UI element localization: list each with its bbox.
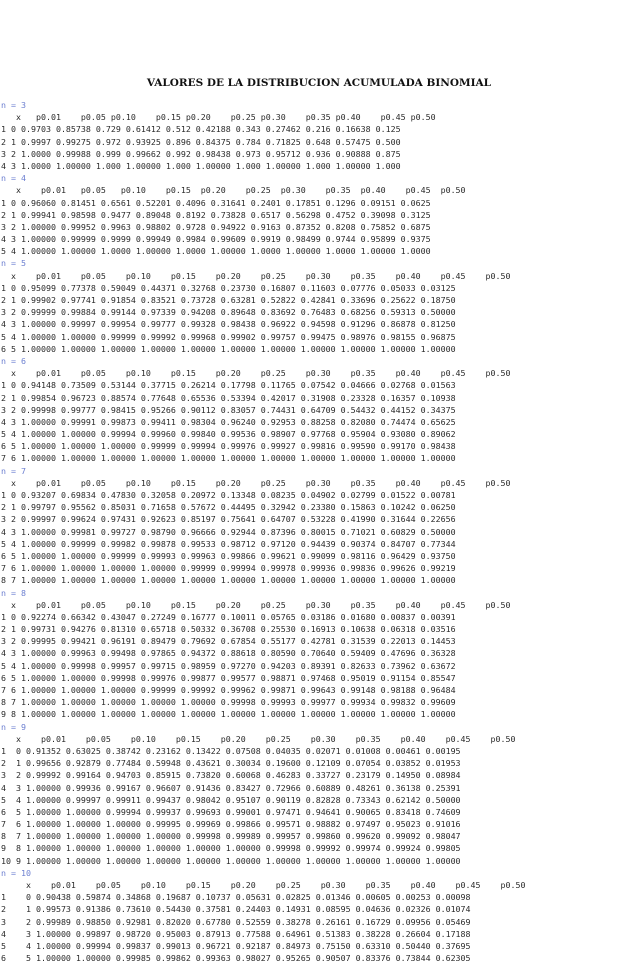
table-row: 7 6 1.00000 1.00000 1.00000 1.00000 0.99999 0.99994 0.99978 0.99936 0.99836 0.99626 0.99219: [1, 563, 456, 574]
table-row: 1 0 0.9703 0.85738 0.729 0.61412 0.512 0.42188 0.343 0.27462 0.216 0.16638 0.125: [1, 124, 401, 135]
table-row: 6 5 1.00000 1.00000 1.00000 0.99999 0.99994 0.99976 0.99927 0.99816 0.99590 0.99170 0.98438: [1, 441, 456, 452]
table-row: 4 3 1.00000 0.99991 0.99873 0.99411 0.98304 0.96240 0.92953 0.88258 0.82080 0.74474 0.65625: [1, 416, 456, 427]
table-row: 6 5 1.00000 1.00000 0.99998 0.99976 0.99877 0.99577 0.98871 0.97468 0.95019 0.91154 0.85547: [1, 672, 456, 683]
table-row: 4 3 1.00000 0.99997 0.99954 0.99777 0.99328 0.98438 0.96922 0.94598 0.91296 0.86878 0.81250: [1, 319, 456, 330]
table-row: 3 2 1.0000 0.99988 0.999 0.99662 0.992 0.98438 0.973 0.95712 0.936 0.90888 0.875: [1, 148, 401, 159]
sample-size-label: n = 6: [1, 355, 26, 366]
sample-size-label: n = 4: [1, 173, 26, 184]
table-row: 2 1 0.99731 0.94276 0.81310 0.65718 0.50332 0.36708 0.25530 0.16913 0.10638 0.06318 0.03516: [1, 624, 456, 635]
table-row: 4 3 1.00000 0.99897 0.98720 0.95003 0.87913 0.77588 0.64961 0.51383 0.38228 0.26604 0.17188: [1, 928, 471, 939]
table-row: 4 3 1.00000 0.99963 0.99498 0.97865 0.94372 0.88618 0.80590 0.70640 0.59409 0.47696 0.36328: [1, 648, 456, 659]
table-row: 9 8 1.00000 1.00000 1.00000 1.00000 1.00000 1.00000 1.00000 1.00000 1.00000 1.00000 1.00000: [1, 709, 456, 720]
table-row: 3 2 1.00000 0.99952 0.9963 0.98802 0.9728 0.94922 0.9163 0.87352 0.8208 0.75852 0.6875: [1, 221, 431, 232]
table-row: 10 9 1.00000 1.00000 1.00000 1.00000 1.00000 1.00000 1.00000 1.00000 1.00000 1.00000 1.00000: [1, 855, 461, 866]
sample-size-label: n = 5: [1, 258, 26, 269]
table-row: 6 5 1.00000 1.00000 0.99994 0.99937 0.99693 0.99001 0.97471 0.94641 0.90065 0.83418 0.74609: [1, 806, 461, 817]
table-row: 6 5 1.00000 1.00000 1.00000 1.00000 1.00000 1.00000 1.00000 1.00000 1.00000 1.00000 1.00000: [1, 343, 456, 354]
binomial-table: [1, 99, 637, 964]
table-row: 5 4 1.00000 0.99997 0.99911 0.99437 0.98042 0.95107 0.90119 0.82828 0.73343 0.62142 0.50000: [1, 794, 461, 805]
table-row: 3 2 0.99992 0.99164 0.94703 0.85915 0.73820 0.60068 0.46283 0.33727 0.23179 0.14950 0.08984: [1, 770, 461, 781]
table-row: 2 1 0.99854 0.96723 0.88574 0.77648 0.65536 0.53394 0.42017 0.31908 0.23328 0.16357 0.10938: [1, 392, 456, 403]
table-row: 2 1 0.99797 0.95562 0.85031 0.71658 0.57672 0.44495 0.32942 0.23380 0.15863 0.10242 0.06250: [1, 502, 456, 513]
table-row: 2 1 0.9997 0.99275 0.972 0.93925 0.896 0.84375 0.784 0.71825 0.648 0.57475 0.500: [1, 136, 401, 147]
table-row: 1 0 0.91352 0.63025 0.38742 0.23162 0.13422 0.07508 0.04035 0.02071 0.01008 0.00461 0.00195: [1, 745, 461, 756]
table-row: x p0.01 p0.05 p0.10 p0.15 p0.20 p0.25 p0.30 p0.35 p0.40 p0.45 p0.50: [1, 270, 511, 281]
table-row: 7 6 1.00000 1.00000 1.00000 0.99999 0.99992 0.99962 0.99871 0.99643 0.99148 0.98188 0.96484: [1, 685, 456, 695]
table-row: 5 4 1.00000 0.99998 0.99957 0.99715 0.98959 0.97270 0.94203 0.89391 0.82633 0.73962 0.63672: [1, 660, 456, 671]
sample-size-label: n = 8: [1, 587, 26, 598]
table-row: 5 4 1.00000 1.00000 0.99999 0.99992 0.99968 0.99902 0.99757 0.99475 0.98976 0.98155 0.96875: [1, 331, 456, 342]
table-row: x p0.01 p0.05 p0.10 p0.15 p0.20 p0.25 p0.30 p0.35 p0.40 p0.45 p0.50: [1, 477, 511, 488]
table-row: 2 1 0.99902 0.97741 0.91854 0.83521 0.73728 0.63281 0.52822 0.42841 0.33696 0.25622 0.18750: [1, 295, 456, 305]
table-row: x p0.01 p0.05 p0.10 p0.15 p0.20 p0.25 p0.30 p0.35 p0.40 p0.45 p0.50: [1, 185, 466, 196]
sample-size-label: n = 7: [1, 465, 26, 476]
table-row: 5 4 1.00000 1.00000 0.99994 0.99960 0.99840 0.99536 0.98907 0.97768 0.95904 0.93080 0.89062: [1, 429, 456, 440]
table-row: 8 7 1.00000 1.00000 1.00000 1.00000 0.99998 0.99989 0.99957 0.99860 0.99620 0.99092 0.98047: [1, 831, 461, 842]
sample-size-label: n = 9: [1, 721, 26, 732]
sample-size-label: n = 10: [1, 867, 31, 878]
table-row: x p0.01 p0.05 p0.10 p0.15 p0.20 p0.25 p0.30 p0.35 p0.40 p0.45 p0.50: [1, 112, 436, 123]
table-row: x p0.01 p0.05 p0.10 p0.15 p0.20 p0.25 p0.30 p0.35 p0.40 p0.45 p0.50: [1, 599, 511, 610]
table-row: x p0.01 p0.05 p0.10 p0.15 p0.20 p0.25 p0.30 p0.35 p0.40 p0.45 p0.50: [1, 880, 526, 890]
table-row: 3 2 0.99989 0.98850 0.92981 0.82020 0.67780 0.52559 0.38278 0.26161 0.16729 0.09956 0.05469: [1, 916, 471, 927]
table-row: 8 7 1.00000 1.00000 1.00000 1.00000 1.00000 1.00000 1.00000 1.00000 1.00000 1.00000 1.00000: [1, 575, 456, 586]
table-row: 3 2 0.99999 0.99884 0.99144 0.97339 0.94208 0.89648 0.83692 0.76483 0.68256 0.59313 0.50000: [1, 307, 456, 318]
table-row: 1 0 0.94148 0.73509 0.53144 0.37715 0.26214 0.17798 0.11765 0.07542 0.04666 0.02768 0.01563: [1, 380, 456, 391]
table-row: 1 0 0.92274 0.66342 0.43047 0.27249 0.16777 0.10011 0.05765 0.03186 0.01680 0.00837 0.00391: [1, 611, 456, 622]
document-title: VALORES DE LA DISTRIBUCION ACUMULADA BINOMIAL: [146, 77, 492, 89]
table-row: 4 3 1.00000 0.99981 0.99727 0.98790 0.96666 0.92944 0.87396 0.80015 0.71021 0.60829 0.50000: [1, 526, 456, 537]
table-row: 4 3 1.0000 1.00000 1.000 1.00000 1.000 1.00000 1.000 1.00000 1.000 1.00000 1.000: [1, 160, 401, 171]
table-row: 4 3 1.00000 0.99999 0.9999 0.99949 0.9984 0.99609 0.9919 0.98499 0.9744 0.95899 0.9375: [1, 234, 431, 245]
table-row: 6 5 1.00000 1.00000 0.99985 0.99862 0.99363 0.98027 0.95265 0.90507 0.83376 0.73844 0.62305: [1, 953, 471, 964]
table-row: 1 0 0.96060 0.81451 0.6561 0.52201 0.4096 0.31641 0.2401 0.17851 0.1296 0.09151 0.0625: [1, 197, 431, 208]
table-row: 2 1 0.99573 0.91386 0.73610 0.54430 0.37581 0.24403 0.14931 0.08595 0.04636 0.02326 0.01074: [1, 904, 471, 915]
table-row: 6 5 1.00000 1.00000 0.99999 0.99993 0.99963 0.99866 0.99621 0.99099 0.98116 0.96429 0.93750: [1, 550, 456, 561]
table-row: 4 3 1.00000 0.99936 0.99167 0.96607 0.91436 0.83427 0.72966 0.60889 0.48261 0.36138 0.25391: [1, 782, 461, 793]
table-row: 1 0 0.90438 0.59874 0.34868 0.19687 0.10737 0.05631 0.02825 0.01346 0.00605 0.00253 0.00098: [1, 892, 471, 903]
table-row: 9 8 1.00000 1.00000 1.00000 1.00000 1.00000 1.00000 0.99998 0.99992 0.99974 0.99924 0.99805: [1, 843, 461, 854]
table-row: 5 4 1.00000 0.99994 0.99837 0.99013 0.96721 0.92187 0.84973 0.75150 0.63310 0.50440 0.37695: [1, 940, 471, 951]
table-row: 5 4 1.00000 0.99999 0.99982 0.99878 0.99533 0.98712 0.97120 0.94439 0.90374 0.84707 0.77344: [1, 538, 456, 549]
table-row: 1 0 0.95099 0.77378 0.59049 0.44371 0.32768 0.23730 0.16807 0.11603 0.07776 0.05033 0.03125: [1, 282, 456, 293]
table-row: 5 4 1.00000 1.00000 1.0000 1.00000 1.0000 1.00000 1.0000 1.00000 1.0000 1.00000 1.0000: [1, 246, 431, 257]
table-row: 1 0 0.93207 0.69834 0.47830 0.32058 0.20972 0.13348 0.08235 0.04902 0.02799 0.01522 0.00781: [1, 490, 456, 500]
table-row: 2 1 0.99941 0.98598 0.9477 0.89048 0.8192 0.73828 0.6517 0.56298 0.4752 0.39098 0.3125: [1, 209, 431, 220]
table-row: x p0.01 p0.05 p0.10 p0.15 p0.20 p0.25 p0.30 p0.35 p0.40 p0.45 p0.50: [1, 733, 516, 744]
table-row: 3 2 0.99995 0.99421 0.96191 0.89479 0.79692 0.67854 0.55177 0.42781 0.31539 0.22013 0.14453: [1, 636, 456, 647]
table-row: 7 6 1.00000 1.00000 1.00000 0.99995 0.99969 0.99866 0.99571 0.98882 0.97497 0.95023 0.91016: [1, 819, 461, 830]
table-row: 3 2 0.99998 0.99777 0.98415 0.95266 0.90112 0.83057 0.74431 0.64709 0.54432 0.44152 0.34375: [1, 404, 456, 415]
table-row: 2 1 0.99656 0.92879 0.77484 0.59948 0.43621 0.30034 0.19600 0.12109 0.07054 0.03852 0.01953: [1, 758, 461, 769]
table-row: 8 7 1.00000 1.00000 1.00000 1.00000 1.00000 0.99998 0.99993 0.99977 0.99934 0.99832 0.99609: [1, 697, 456, 708]
sample-size-label: n = 3: [1, 100, 26, 110]
table-row: x p0.01 p0.05 p0.10 p0.15 p0.20 p0.25 p0.30 p0.35 p0.40 p0.45 p0.50: [1, 368, 511, 379]
table-row: 7 6 1.00000 1.00000 1.00000 1.00000 1.00000 1.00000 1.00000 1.00000 1.00000 1.00000 1.00000: [1, 453, 456, 464]
table-row: 3 2 0.99997 0.99624 0.97431 0.92623 0.85197 0.75641 0.64707 0.53228 0.41990 0.31644 0.22656: [1, 514, 456, 525]
